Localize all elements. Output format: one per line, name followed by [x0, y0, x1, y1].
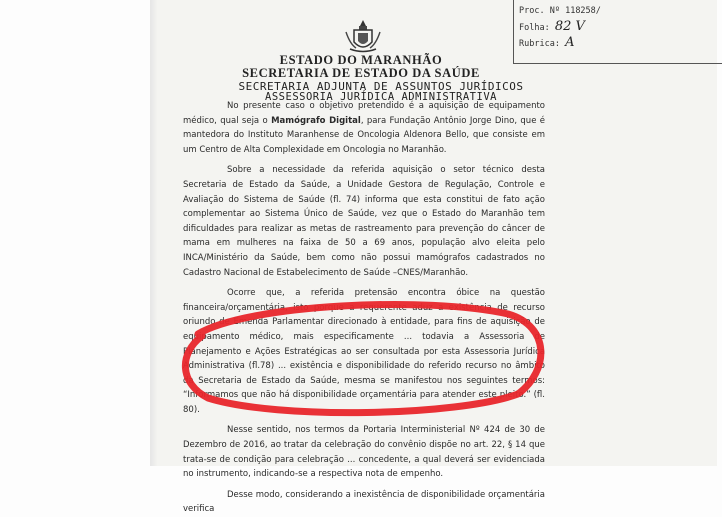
paragraph	[183, 286, 545, 417]
paragraph-text: Ocorre que, a referida pretensão encontra óbice na questão financeira/orçamentária, isto porque a requerente aduz a existência de recurso oriundo de Emenda Parlamentar direcionado à entidade, para fins de aquisição de equipamento médico, mais especificamente ... todavia a Assessoria de Planejamento e Ações Estratégicas ao ser consultada por esta Assessoria Jurídica Administrativa (fl.78) ... existência e disponibilidade do referido recurso no âmbito da Secretaria de Estado da Saúde, mesma se manifestou nos seguintes termos: “Informamos que não há disponibilidade orçamentária para atender este pleito.” (fl. 80).	[183, 288, 545, 415]
paragraph-text: , para Fundação Antônio Jorge Dino, que é mantedora do Instituto Maranhense de Oncologia Aldenora Bello, que consiste em um Centro de Alta Complexidade em Oncologia no Maranhão.	[183, 115, 546, 155]
header-state: ESTADO DO MARANHÃO	[279, 53, 443, 67]
paragraph	[183, 423, 545, 481]
folha-label: Folha:	[519, 23, 550, 33]
header-assessoria: ASSESSORIA JURÍDICA ADMINISTRATIVA	[265, 91, 497, 103]
paragraph-text: Sobre a necessidade da referida aquisição o setor técnico desta Secretaria de Estado da Saúde, a Unidade Gestora de Regulação, Controle e Avaliação do Sistema de Saúde (fl. 74) informa que esta constitui de fato ação complementar ao Sistema Único de Saúde, vez que o Estado do Maranhão tem dificuldades para realizar as metas de rastreamento para prevenção do câncer de mama em mulheres na faixa de 50 a 69 anos, população alvo eleita pelo INCA/Ministério da Saúde, bem como não possui mamógrafos cadastrados no Cadastro Nacional de Estabelecimento de Saúde –CNES/Maranhão.	[183, 165, 545, 278]
folha-value: 82 V	[554, 19, 585, 34]
coat-of-arms-icon	[342, 18, 384, 54]
header-adjunta: SECRETARIA ADJUNTA DE ASSUNTOS JURÍDICOS	[238, 80, 524, 93]
rubrica-value: A	[565, 35, 575, 50]
proc-value: 118258/	[565, 6, 601, 16]
paragraph	[183, 99, 545, 157]
paragraph	[183, 488, 545, 517]
paragraph	[183, 163, 545, 280]
paragraph-text: Nesse sentido, nos termos da Portaria Interministerial Nº 424 de 30 de Dezembro de 2016, ao tratar da celebração do convênio dispõe no art. 22, § 14 que trata-se de condição para celebração ... concedente, a qual deverá ser evidenciada no instrumento, indicando-se a respectiva nota de empenho.	[183, 425, 545, 480]
header-secretaria: SECRETARIA DE ESTADO DA SAÚDE	[242, 66, 480, 80]
document-body	[183, 99, 545, 517]
equipment-name: Mamógrafo Digital	[271, 115, 361, 126]
rubrica-label: Rubrica:	[519, 39, 560, 49]
paragraph-text: Desse modo, considerando a inexistência de disponibilidade orçamentária verifica	[183, 489, 545, 515]
proc-label: Proc. Nº	[519, 6, 560, 16]
paragraph-text: No presente caso o objetivo pretendido é a aquisição de equipamento médico, qual seja o	[183, 101, 545, 126]
